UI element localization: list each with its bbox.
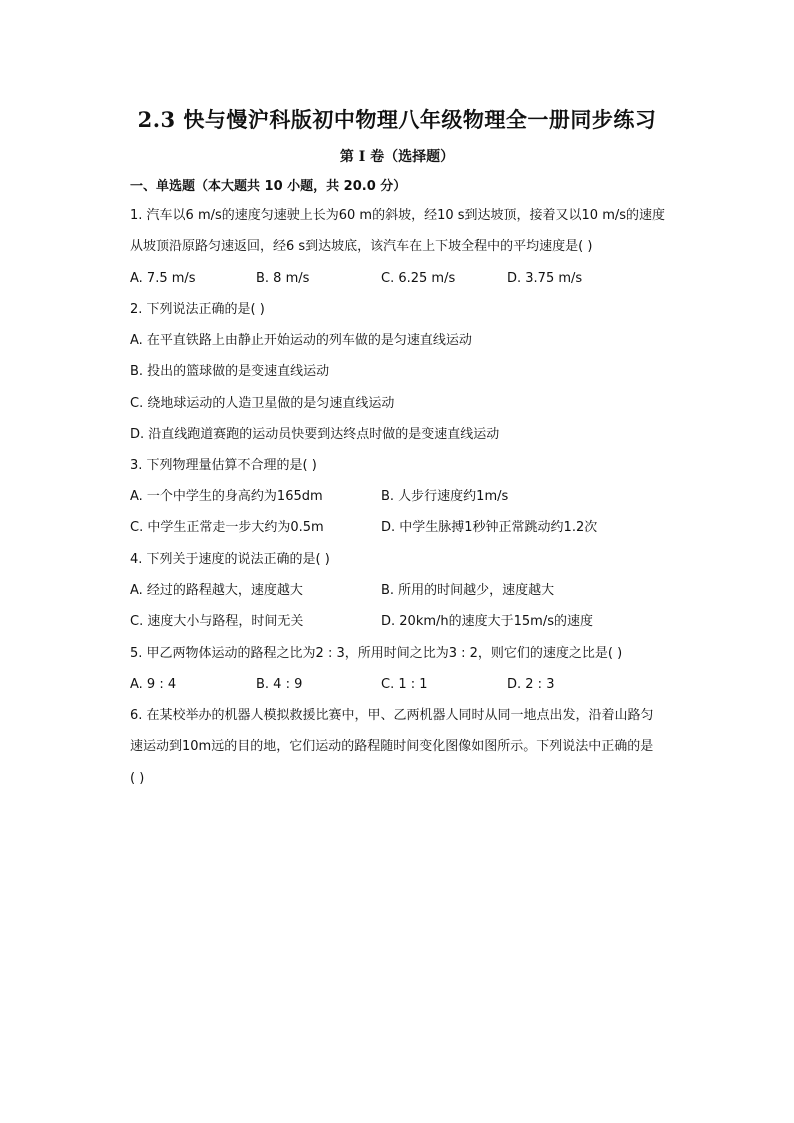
- section-subtitle: 第 I 卷（选择题）: [339, 149, 455, 165]
- question-2-option-b: B. 投出的篮球做的是变速直线运动: [130, 364, 330, 379]
- question-2-line-1: 2. 下列说法正确的是( ): [130, 302, 265, 317]
- question-4-option-b: B. 所用的时间越少，速度越大: [381, 583, 555, 598]
- question-5-option-a: A. 9 : 4: [130, 677, 177, 692]
- question-4-option-c: C. 速度大小与路程，时间无关: [130, 614, 304, 629]
- question-1-option-d: D. 3.75 m/s: [507, 271, 583, 286]
- question-6-line-2: 速运动到10m远的目的地，它们运动的路程随时间变化图像如图所示。下列说法中正确的是: [130, 739, 654, 754]
- question-2-option-a: A. 在平直铁路上由静止开始运动的列车做的是匀速直线运动: [130, 333, 472, 348]
- question-4-option-a: A. 经过的路程越大，速度越大: [130, 583, 303, 598]
- question-3-line-1: 3. 下列物理量估算不合理的是( ): [130, 458, 317, 473]
- document-title: 2.3 快与慢沪科版初中物理八年级物理全一册同步练习: [137, 107, 657, 132]
- question-3-option-c: C. 中学生正常走一步大约为0.5m: [130, 520, 324, 535]
- question-4-option-d: D. 20km/h的速度大于15m/s的速度: [381, 614, 593, 629]
- question-5-option-c: C. 1 : 1: [381, 677, 428, 692]
- question-1-line-1: 1. 汽车以6 m/s的速度匀速驶上长为60 m的斜坡，经10 s到达坡顶，接着又以10 m/s的速度: [130, 208, 666, 223]
- section-heading: 一、单选题（本大题共 10 小题，共 20.0 分）: [130, 179, 407, 194]
- question-3-option-d: D. 中学生脉搏1秒钟正常跳动约1.2次: [381, 520, 598, 535]
- question-2-option-d: D. 沿直线跑道赛跑的运动员快要到达终点时做的是变速直线运动: [130, 427, 500, 442]
- question-5-option-d: D. 2 : 3: [507, 677, 555, 692]
- question-6-line-3: ( ): [130, 771, 145, 786]
- question-1-option-b: B. 8 m/s: [256, 271, 310, 286]
- question-4-line-1: 4. 下列关于速度的说法正确的是( ): [130, 552, 330, 567]
- question-3-option-a: A. 一个中学生的身高约为165dm: [130, 489, 323, 504]
- question-2-option-c: C. 绕地球运动的人造卫星做的是匀速直线运动: [130, 396, 395, 411]
- question-1-line-2: 从坡顶沿原路匀速返回，经6 s到达坡底，该汽车在上下坡全程中的平均速度是( ): [130, 239, 593, 254]
- question-1-option-a: A. 7.5 m/s: [130, 271, 196, 286]
- question-1-option-c: C. 6.25 m/s: [381, 271, 456, 286]
- question-6-line-1: 6. 在某校举办的机器人模拟救援比赛中，甲、乙两机器人同时从同一地点出发，沿着山路匀: [130, 708, 654, 723]
- question-3-option-b: B. 人步行速度约1m/s: [381, 489, 509, 504]
- question-5-option-b: B. 4 : 9: [256, 677, 303, 692]
- question-5-line-1: 5. 甲乙两物体运动的路程之比为2 : 3，所用时间之比为3 : 2，则它们的速度之比是( ): [130, 646, 623, 661]
